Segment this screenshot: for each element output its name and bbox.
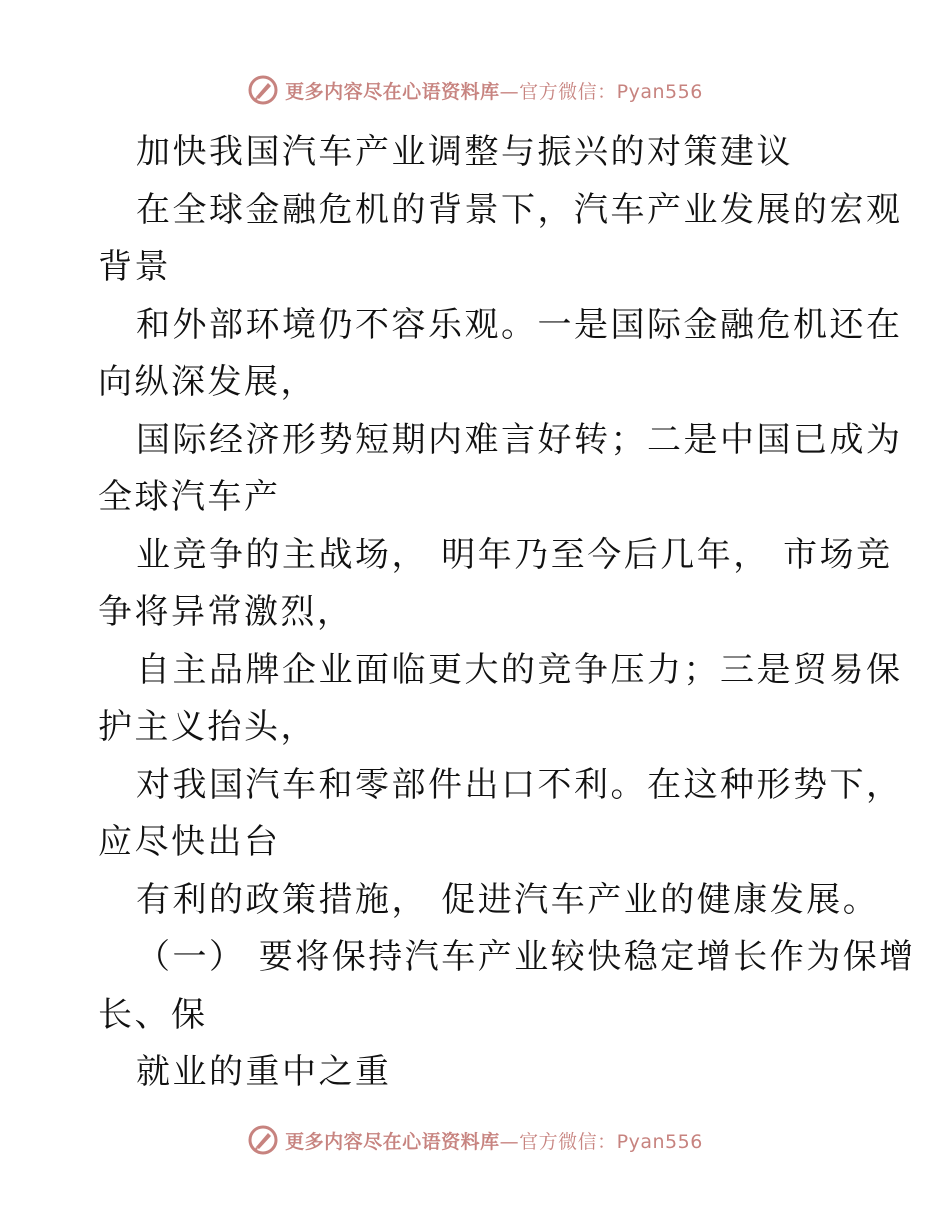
text-line: 就业的重中之重 bbox=[136, 1052, 392, 1092]
section-heading: （一） 要将保持汽车产业较快稳定增长作为保增 bbox=[136, 937, 916, 977]
text-line: 在全球金融危机的背景下，汽车产业发展的宏观 bbox=[136, 189, 903, 230]
header-banner bbox=[0, 70, 950, 110]
header-contact-text: —官方微信：Pyan556 bbox=[499, 80, 703, 103]
pen-seal-icon bbox=[247, 1124, 279, 1156]
footer-banner bbox=[0, 1120, 950, 1160]
text-line: 有利的政策措施， 促进汽车产业的健康发展。 bbox=[136, 879, 880, 920]
text-line: 争将异常激烈， bbox=[98, 592, 354, 632]
text-line: 全球汽车产 bbox=[98, 477, 281, 517]
text-line: 和外部环境仍不容乐观。一是国际金融危机还在 bbox=[136, 304, 903, 345]
text-line: 护主义抬头， bbox=[98, 707, 317, 747]
text-line: 自主品牌企业面临更大的竞争压力；三是贸易保 bbox=[136, 649, 903, 690]
text-line: 应尽快出台 bbox=[98, 822, 281, 862]
header-brand-text: 更多内容尽在心语资料库 bbox=[285, 80, 500, 103]
text-line: 向纵深发展， bbox=[98, 362, 317, 402]
text-line: 对我国汽车和零部件出口不利。在这种形势下， bbox=[136, 764, 903, 805]
document-title: 加快我国汽车产业调整与振兴的对策建议 bbox=[136, 132, 793, 172]
text-line: 国际经济形势短期内难言好转；二是中国已成为 bbox=[136, 419, 903, 460]
document-body bbox=[98, 124, 916, 1102]
footer-brand-text: 更多内容尽在心语资料库 bbox=[285, 1130, 500, 1153]
pen-seal-icon bbox=[247, 74, 279, 106]
text-line: 背景 bbox=[98, 247, 171, 287]
text-line: 业竞争的主战场， 明年乃至今后几年， 市场竞 bbox=[136, 534, 893, 575]
section-heading-continued: 长、保 bbox=[98, 994, 208, 1035]
footer-contact-text: —官方微信：Pyan556 bbox=[499, 1130, 703, 1153]
